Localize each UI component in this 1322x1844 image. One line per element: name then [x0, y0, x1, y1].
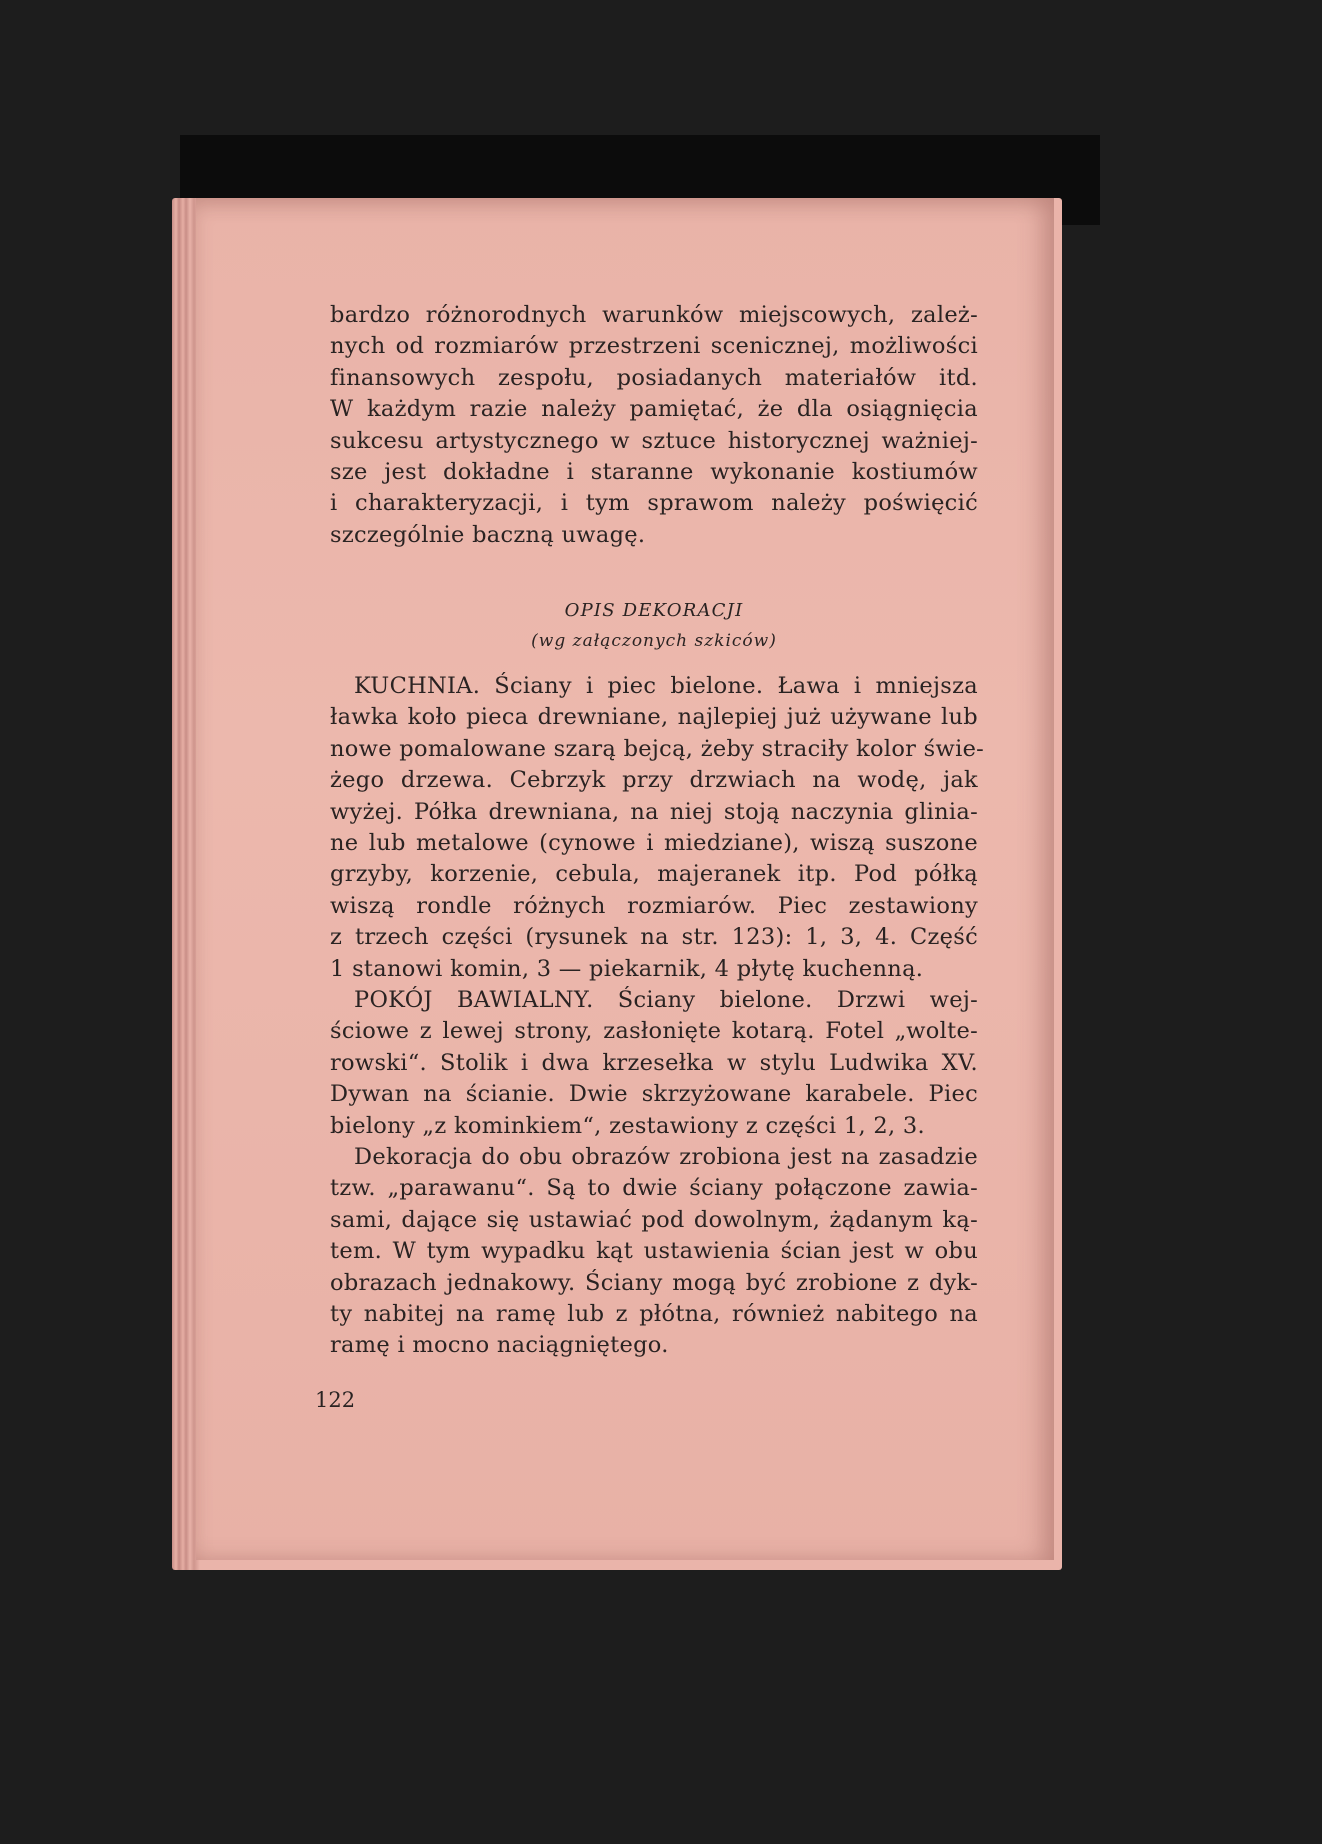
text-line: rowski“. Stolik i dwa krzesełka w stylu Ludwika XV.	[330, 1049, 978, 1076]
text-line: KUCHNIA. Ściany i piec bielone. Ława i mniejsza	[354, 673, 978, 699]
text-line: grzyby, korzenie, cebula, majeranek itp. Pod półką	[330, 861, 978, 888]
text-line: POKÓJ BAWIALNY. Ściany bielone. Drzwi wej-	[354, 987, 978, 1013]
text-line: wiszą rondle różnych rozmiarów. Piec zestawiony	[330, 892, 978, 919]
text-line: bielony „z kominkiem“, zestawiony z części 1, 2, 3.	[330, 1112, 925, 1139]
section-title: OPIS DEKORACJI	[564, 600, 744, 621]
text-line: sukcesu artystycznego w sztuce historycznej ważniej-	[330, 427, 978, 454]
text-line: 1 stanowi komin, 3 — piekarnik, 4 płytę kuchenną.	[330, 955, 924, 982]
text-line: tem. W tym wypadku kąt ustawienia ścian jest w obu	[330, 1238, 978, 1265]
text-line: sami, dające się ustawiać pod dowolnym, żądanym ką-	[330, 1206, 978, 1233]
paragraph-dekoracja	[330, 1142, 978, 1362]
text-line: szczególnie baczną uwagę.	[330, 521, 646, 548]
text-line: Dekoracja do obu obrazów zrobiona jest na zasadzie	[354, 1144, 978, 1170]
text-line: i charakteryzacji, i tym sprawom należy poświęcić	[330, 490, 978, 517]
text-line: ty nabitej na ramę lub z płótna, również nabitego na	[330, 1300, 978, 1327]
paragraph-kuchnia	[330, 671, 985, 985]
text-line: sze jest dokładne i staranne wykonanie kostiumów	[330, 458, 978, 485]
text-line: ramę i mocno naciągniętego.	[330, 1332, 669, 1359]
text-line: ściowe z lewej strony, zasłonięte kotarą. Fotel „wolte-	[330, 1018, 978, 1045]
text-line: W każdym razie należy pamiętać, że dla osiągnięcia	[330, 396, 978, 423]
text-line: ne lub metalowe (cynowe i miedziane), wiszą suszone	[330, 829, 978, 856]
text-line: Dywan na ścianie. Dwie skrzyżowane karabele. Piec	[330, 1081, 978, 1108]
text-line: finansowych zespołu, posiadanych materiałów itd.	[330, 364, 978, 391]
text-line: wyżej. Półka drewniana, na niej stoją naczynia glinia-	[330, 798, 978, 825]
text-line: żego drzewa. Cebrzyk przy drzwiach na wodę, jak	[330, 767, 978, 794]
text-line: nowe pomalowane szarą bejcą, żeby straciły kolor świe-	[330, 735, 985, 762]
paragraph-pokoj	[330, 985, 978, 1142]
page-number: 122	[315, 1388, 356, 1412]
paragraph-intro	[330, 300, 978, 551]
section-subtitle: (wg załączonych szkiców)	[531, 631, 777, 651]
section-heading	[330, 596, 978, 656]
text-line: z trzech części (rysunek na str. 123): 1, 3, 4. Część	[330, 924, 978, 951]
text-line: tzw. „parawanu“. Są to dwie ściany połączone zawia-	[330, 1175, 978, 1202]
text-line: nych od rozmiarów przestrzeni scenicznej, możliwości	[330, 333, 978, 360]
text-line: obrazach jednakowy. Ściany mogą być zrobione z dyk-	[330, 1269, 978, 1296]
text-line: ławka koło pieca drewniane, najlepiej już używane lub	[330, 704, 978, 731]
text-line: bardzo różnorodnych warunków miejscowych, zależ-	[330, 302, 978, 328]
